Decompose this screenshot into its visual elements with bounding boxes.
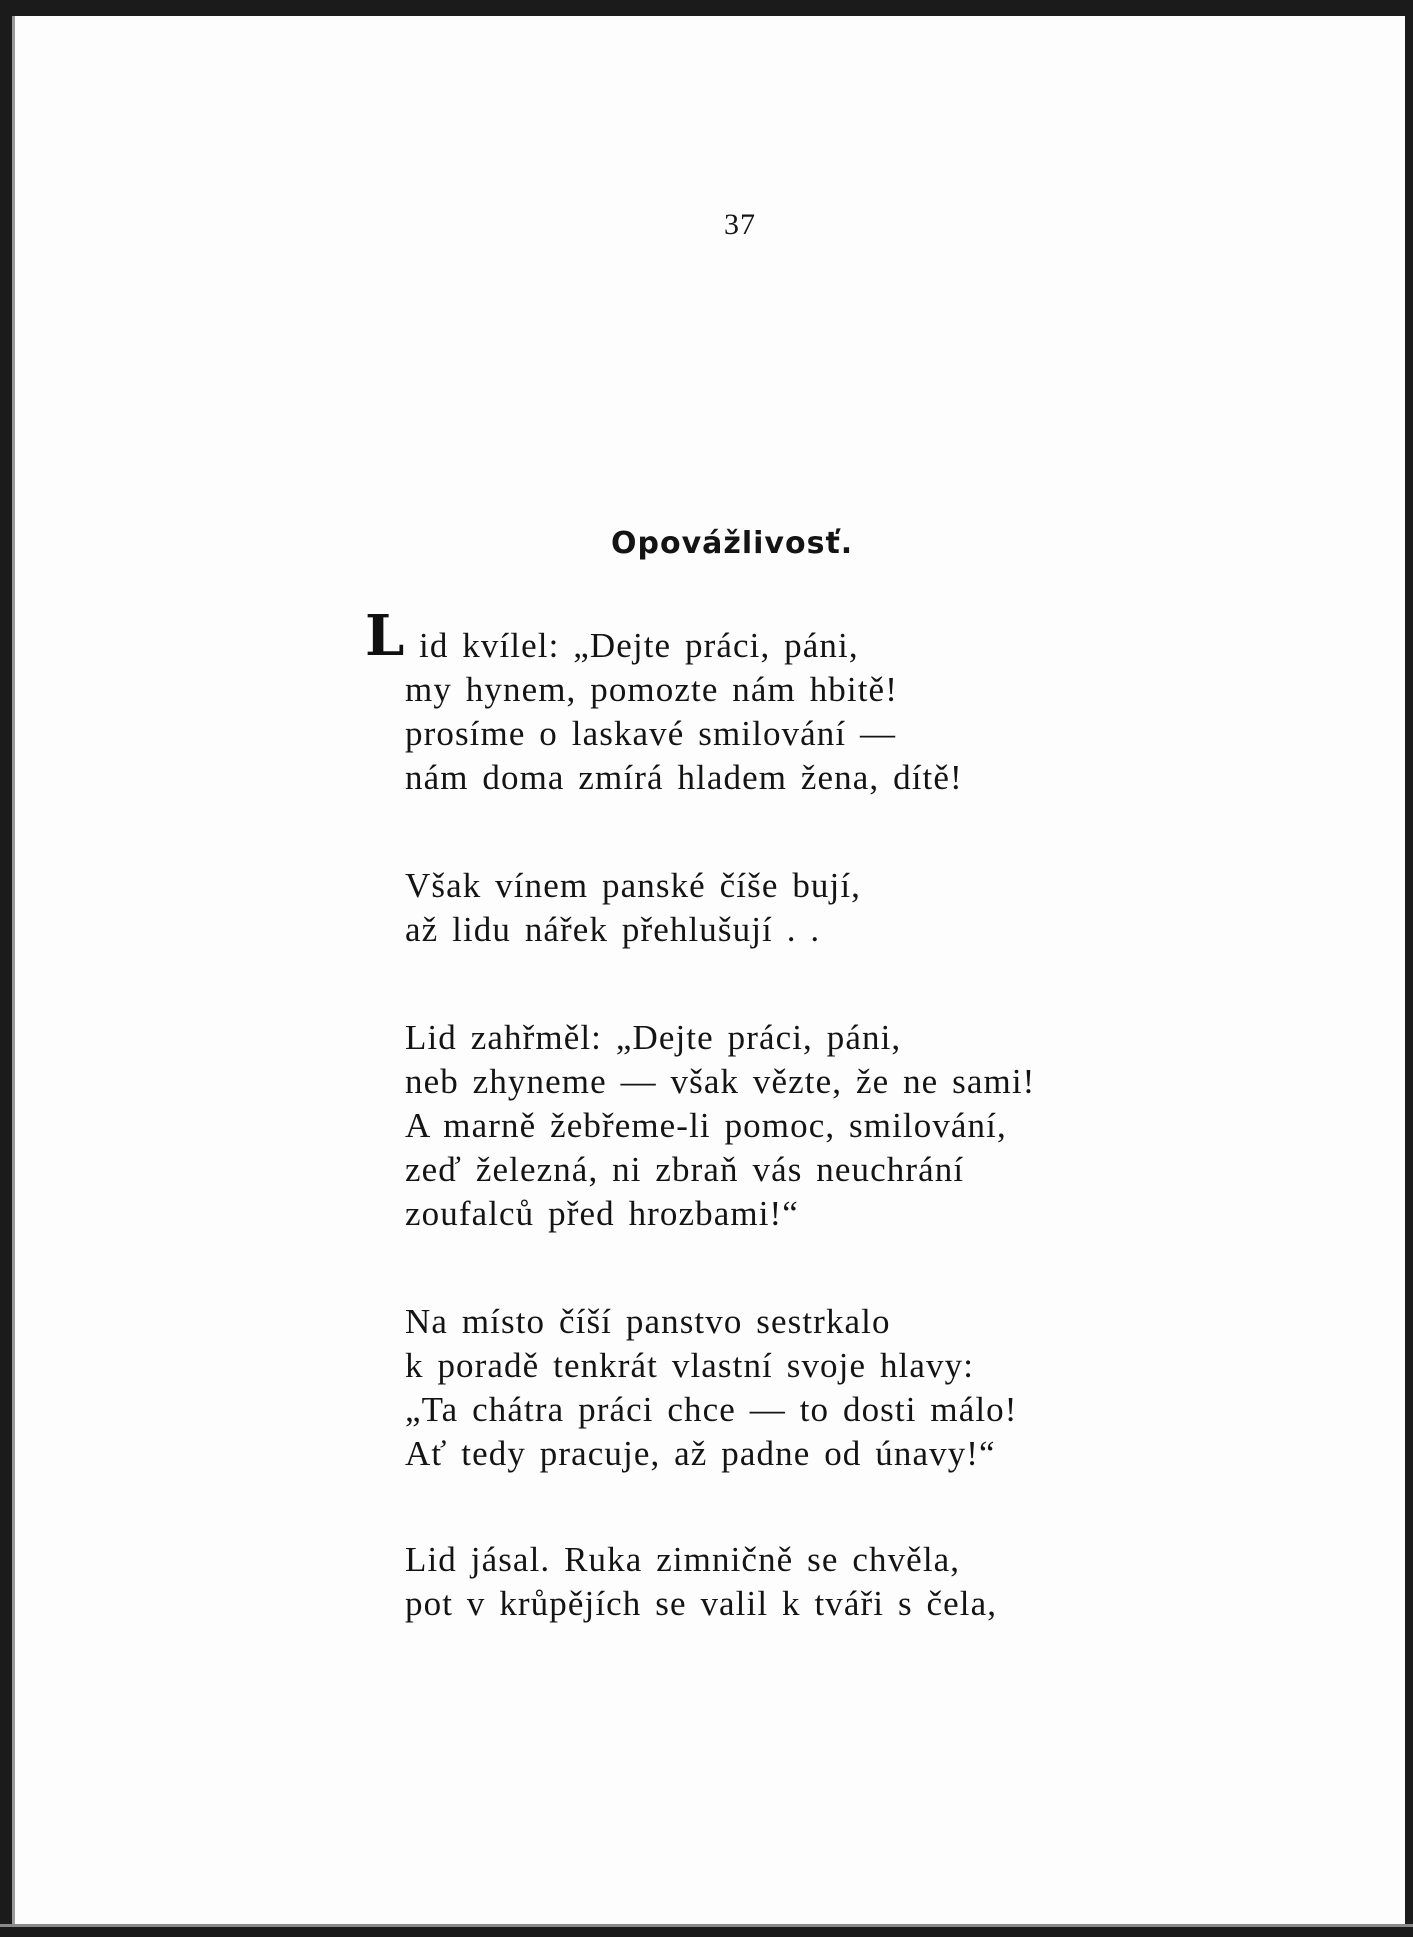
poem-line: nám doma zmírá hladem žena, dítě!	[405, 758, 963, 797]
poem-line: Lid zahřměl: „Dejte práci, páni,	[405, 1018, 902, 1057]
poem-title: Opovážlivosť.	[611, 526, 854, 561]
page-number: 37	[724, 208, 756, 241]
poem-line: zoufalců před hrozbami!“	[405, 1194, 799, 1233]
poem-line: Však vínem panské číše bují,	[405, 866, 862, 905]
poem-line: my hynem, pomozte nám hbitě!	[405, 670, 898, 709]
poem-line: neb zhyneme — však vězte, že ne sami!	[405, 1062, 1036, 1101]
scan-border-bottom	[0, 1927, 1413, 1937]
poem-line: k poradě tenkrát vlastní svoje hlavy:	[405, 1346, 975, 1385]
scan-border-left-shadow	[12, 16, 15, 1937]
scan-border-left	[0, 0, 12, 1937]
poem-line: až lidu nářek přehlušují . .	[405, 910, 821, 949]
poem-line: Ať tedy pracuje, až padne od únavy!“	[405, 1434, 996, 1473]
poem-line: Na místo číší panstvo sestrkalo	[405, 1302, 891, 1341]
poem-line: pot v krůpějích se valil k tváři s čela,	[405, 1584, 998, 1623]
poem-line: zeď železná, ni zbraň vás neuchrání	[405, 1150, 965, 1189]
drop-cap-initial: L	[365, 603, 406, 669]
poem-line: „Ta chátra práci chce — to dosti málo!	[405, 1390, 1018, 1429]
poem-line: A marně žebřeme-li pomoc, smilování,	[405, 1106, 1007, 1145]
poem-line: prosíme o laskavé smilování —	[405, 714, 897, 753]
first-line-text: id kvílel: „Dejte práci, páni,	[419, 626, 859, 665]
scan-border-top	[0, 0, 1413, 16]
scan-border-bottom-shadow	[0, 1924, 1413, 1927]
poem-line: Lid jásal. Ruka zimničně se chvěla,	[405, 1540, 961, 1579]
scan-border-right	[1405, 0, 1413, 1937]
